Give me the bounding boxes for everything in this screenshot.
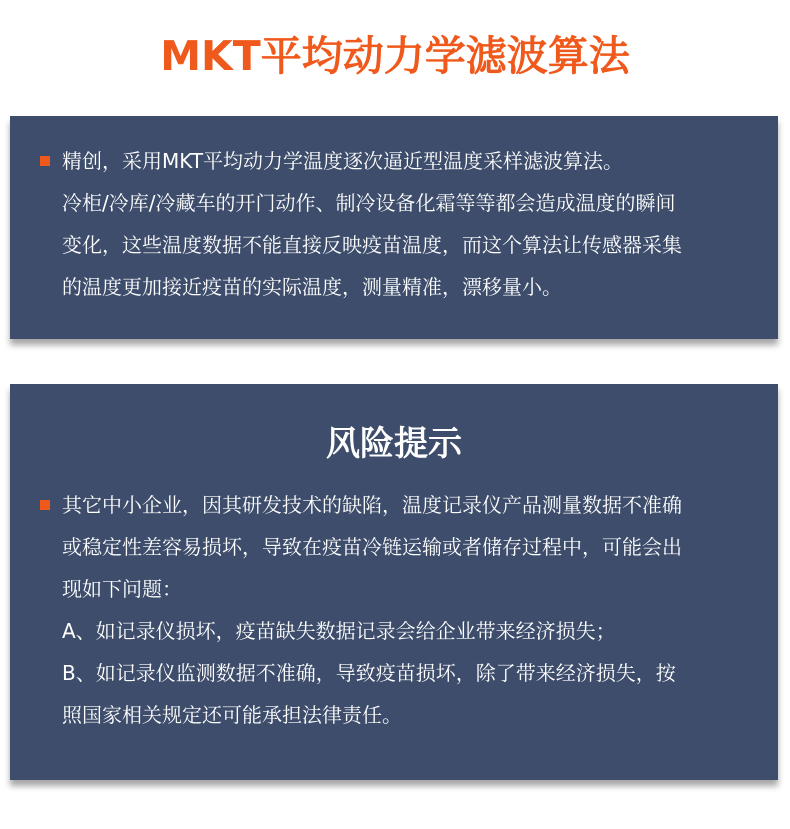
bullet-square-icon	[40, 156, 50, 166]
risk-item: B、如记录仪监测数据不准确，导致疫苗损坏，除了带来经济损失，按	[62, 661, 676, 685]
bullet-square-icon	[40, 500, 50, 510]
risk-item: 照国家相关规定还可能承担法律责任。	[62, 703, 402, 727]
risk-item: A、如记录仪损坏，疫苗缺失数据记录会给企业带来经济损失；	[62, 619, 616, 643]
algorithm-line: 变化，这些温度数据不能直接反映疫苗温度，而这个算法让传感器采集	[62, 233, 682, 257]
algorithm-line-text: 精创，采用MKT平均动力学温度逐次逼近型温度采样滤波算法。	[62, 149, 624, 173]
algorithm-description	[40, 140, 748, 308]
algorithm-line: 冷柜/冷库/冷藏车的开门动作、制冷设备化霜等等都会造成温度的瞬间	[62, 191, 676, 215]
risk-card	[10, 384, 778, 780]
risk-line	[40, 484, 748, 526]
risk-line: 或稳定性差容易损坏，导致在疫苗冷链运输或者储存过程中，可能会出	[62, 535, 682, 559]
algorithm-line	[40, 140, 748, 182]
risk-line-text: 其它中小企业，因其研发技术的缺陷，温度记录仪产品测量数据不准确	[62, 493, 682, 517]
risk-heading: 风险提示	[326, 424, 462, 464]
risk-description	[40, 484, 748, 736]
algorithm-line: 的温度更加接近疫苗的实际温度，测量精准，漂移量小。	[62, 275, 562, 299]
algorithm-card	[10, 116, 778, 339]
risk-line: 现如下问题：	[62, 577, 182, 601]
page-title: MKT平均动力学滤波算法	[160, 32, 630, 80]
